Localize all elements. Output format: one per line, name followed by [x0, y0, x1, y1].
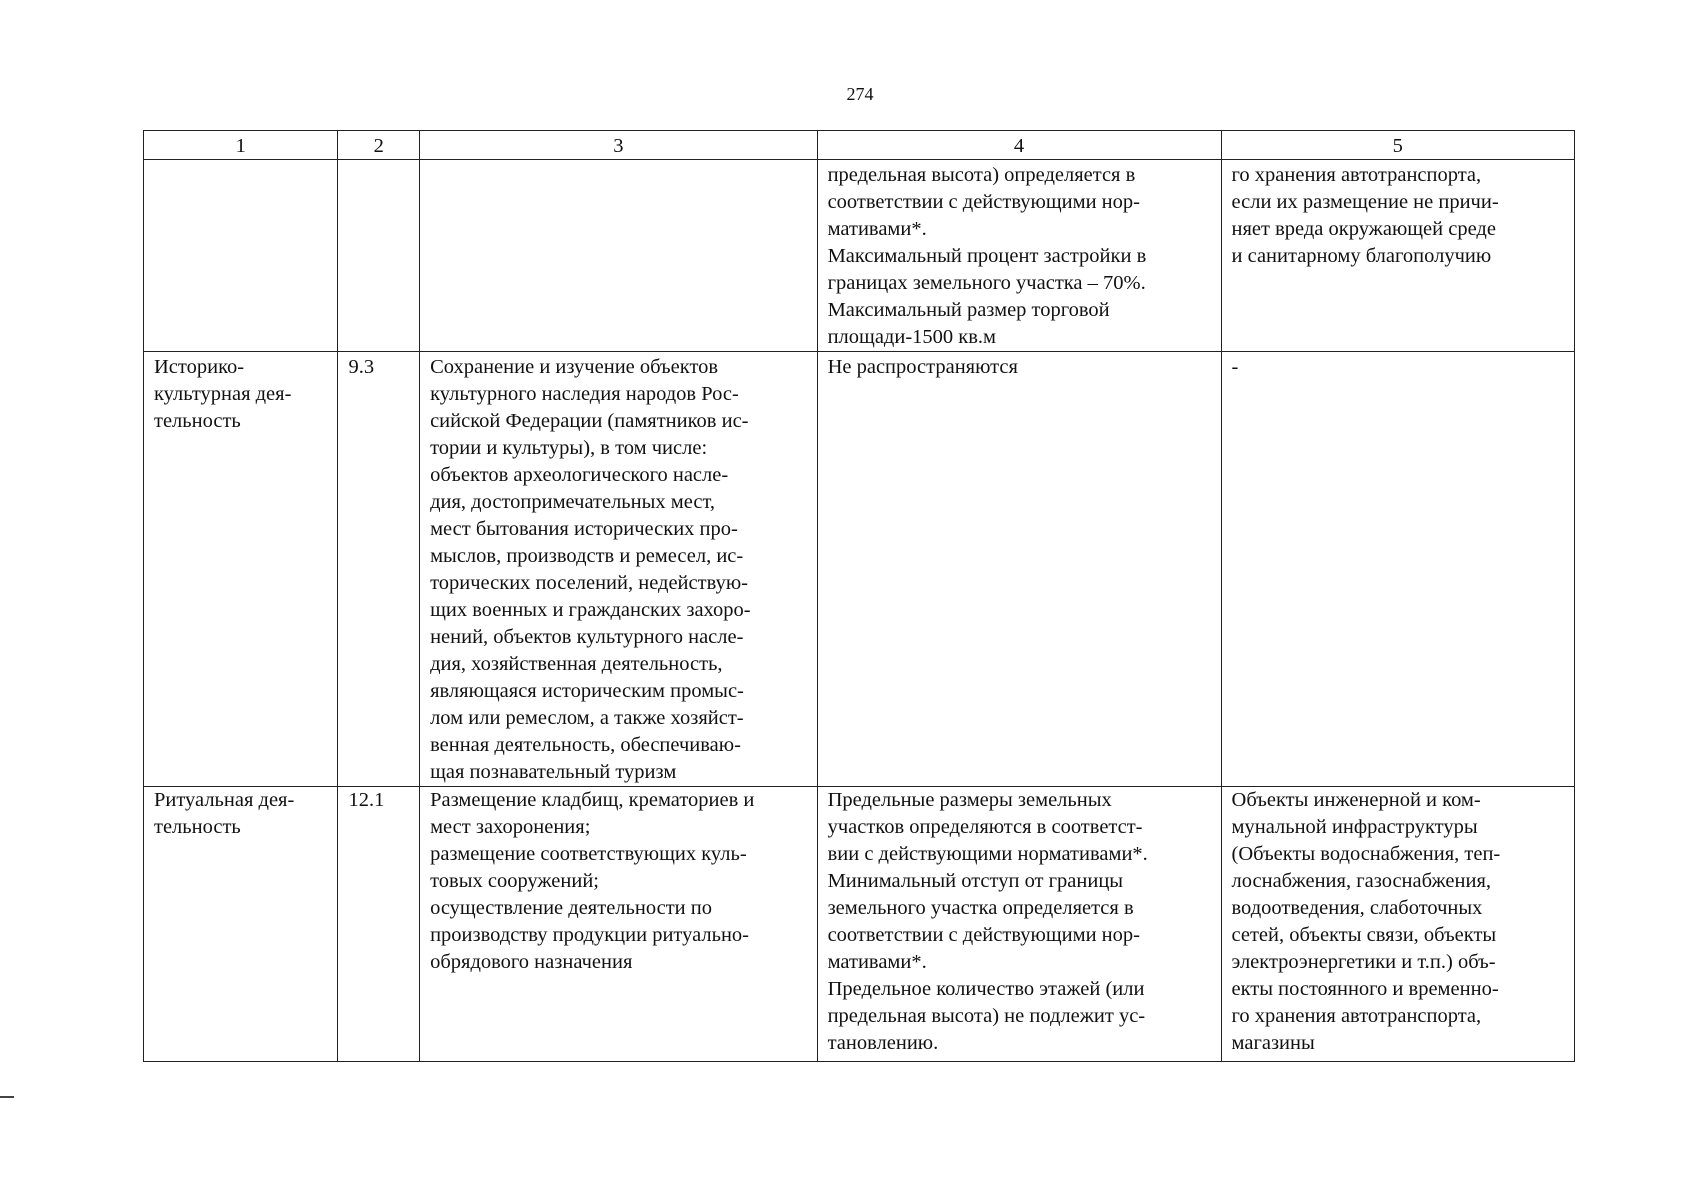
- table-cell: [338, 352, 420, 787]
- column-header-3: 3: [420, 131, 818, 160]
- cell-text: Размещение кладбищ, крематориев и мест захоронения; размещение соответствующих куль- товых сооружений; осуществление деятельности по производству продукции ритуально- обрядового назначения: [430, 789, 755, 973]
- cell-text: Не распространяются: [827, 356, 1018, 378]
- table-cell: [420, 787, 818, 1062]
- cell-text: Объекты инженерной и ком- мунальной инфраструктуры (Объекты водоснабжения, теп- лоснабжения, газоснабжения, водоотведения, слаботочных сетей, объекты связи, объекты электроэнергетики и т.п.) объ- екты постоянного и временно- го хранения автотранспорта, магазины: [1231, 789, 1501, 1054]
- cell-text: Ритуальная дея- тельность: [154, 789, 295, 838]
- cell-text: Историко- культурная дея- тельность: [154, 356, 292, 432]
- table-cell: [144, 160, 338, 352]
- table-cell: [338, 160, 420, 352]
- table-row: [144, 160, 1575, 352]
- page-number: 274: [846, 84, 874, 104]
- table-cell: [144, 787, 338, 1062]
- column-header-5: 5: [1221, 131, 1574, 160]
- table-cell: [1221, 160, 1574, 352]
- column-header-2: 2: [338, 131, 420, 160]
- column-header-1: 1: [144, 131, 338, 160]
- zoning-table: [143, 130, 1575, 1062]
- cell-text: предельная высота) определяется в соответствии с действующими нор- мативами*. Максимальный процент застройки в границах земельного участка – 70%. Максимальный размер торговой площади-1500 кв.м: [827, 164, 1147, 348]
- cell-text: -: [1231, 356, 1239, 378]
- table-cell: [817, 787, 1221, 1062]
- table-cell: [144, 352, 338, 787]
- table-cell: [817, 160, 1221, 352]
- table-row: [144, 352, 1575, 787]
- table-header-row: [144, 131, 1575, 160]
- table-cell: [817, 352, 1221, 787]
- table-cell: [420, 352, 818, 787]
- table-cell: [1221, 352, 1574, 787]
- table-row: [144, 787, 1575, 1062]
- margin-mark: [0, 1096, 14, 1098]
- cell-text: го хранения автотранспорта, если их размещение не причи- няет вреда окружающей среде и санитарному благополучию: [1231, 164, 1499, 267]
- cell-text: 9.3: [348, 356, 375, 378]
- cell-text: Предельные размеры земельных участков определяются в соответст- вии с действующими нормативами*. Минимальный отступ от границы земельного участка определяется в соответствии с действующими нор- мативами*. Предельное количество этажей (или предельная высота) не подлежит ус- тановлению.: [827, 789, 1148, 1054]
- table-cell: [420, 160, 818, 352]
- cell-text: Сохранение и изучение объектов культурного наследия народов Рос- сийской Федерации (памятников ис- тории и культуры), в том числе: объектов археологического насле- дия, достопримечательных мест, мест бытования исторических про- мыслов, производств и ремесел, ис- торических поселений, недействую- щих военных и гражданских захоро- нений, объектов культурного насле- дия, хозяйственная деятельность, являющаяся историческим промыс- лом или ремеслом, а также хозяйст- венная деятельность, обеспечиваю- щая познавательный туризм: [430, 356, 751, 783]
- cell-text: 12.1: [348, 789, 385, 811]
- table-cell: [338, 787, 420, 1062]
- column-header-4: 4: [817, 131, 1221, 160]
- table-cell: [1221, 787, 1574, 1062]
